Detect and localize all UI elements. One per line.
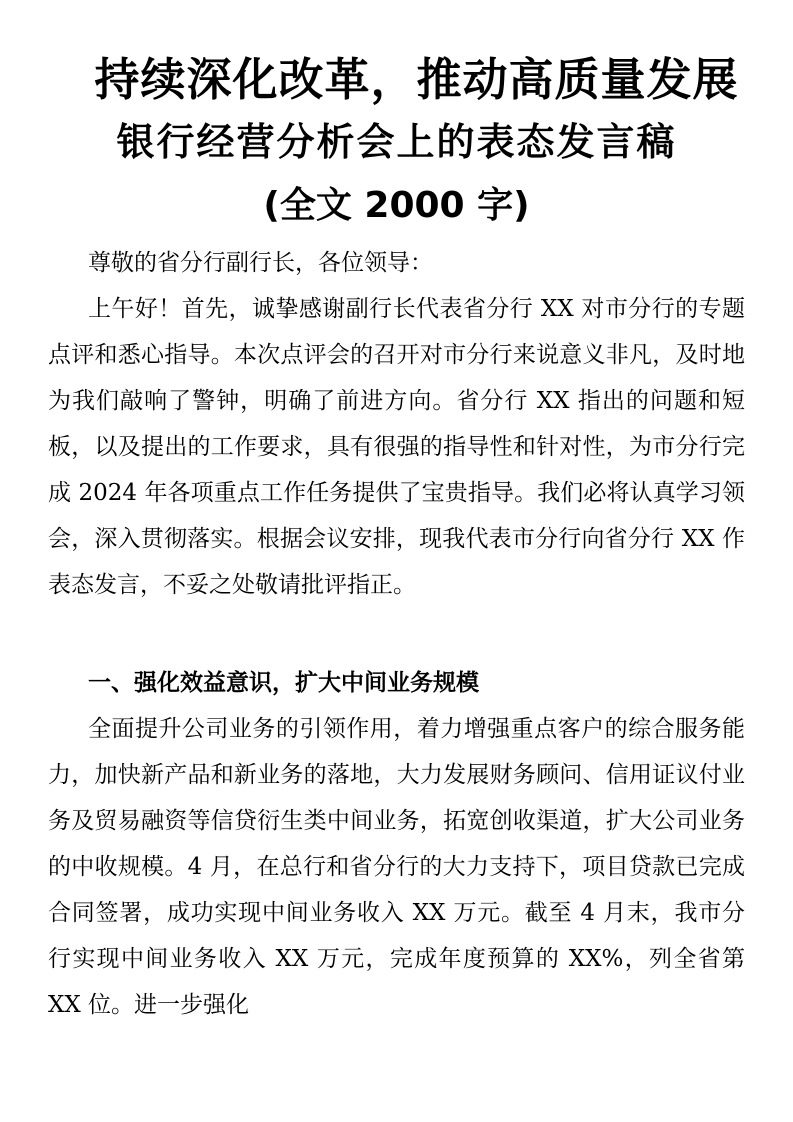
word-count-note: (全文 2000 字) [263,185,530,226]
document-subtitle: 银行经营分析会上的表态发言稿 [116,120,677,164]
section-heading-1: 一、强化效益意识，扩大中间业务规模 [88,670,479,696]
section-1-paragraph: 全面提升公司业务的引领作用，着力增强重点客户的综合服务能力，加快新产品和新业务的落地，大力发展财务顾问、信用证议付业务及贸易融资等信贷衍生类中间业务，拓宽创收渠道，扩大公司业务的中收规模。4 月，在总行和省分行的大力支持下，项目贷款已完成合同签署，成功实现中间业务收入 XX 万元。截至 4 月末，我市分行实现中间业务收入 XX 万元，完成年度预算的 XX%，列全省第 XX 位。进一步强化 [48,716,745,1018]
greeting-line: 尊敬的省分行副行长，各位领导： [88,250,433,276]
document-title: 持续深化改革，推动高质量发展 [94,53,739,106]
intro-paragraph: 上午好！首先，诚挚感谢副行长代表省分行 XX 对市分行的专题点评和悉心指导。本次点评会的召开对市分行来说意义非凡，及时地为我们敲响了警钟，明确了前进方向。省分行 XX 指出的问题和短板，以及提出的工作要求，具有很强的指导性和针对性，为市分行完成 2024 年各项重点工作任务提供了宝贵指导。我们必将认真学习领会，深入贯彻落实。根据会议安排，现我代表市分行向省分行 XX 作表态发言，不妥之处敬请批评指正。 [48,296,745,598]
